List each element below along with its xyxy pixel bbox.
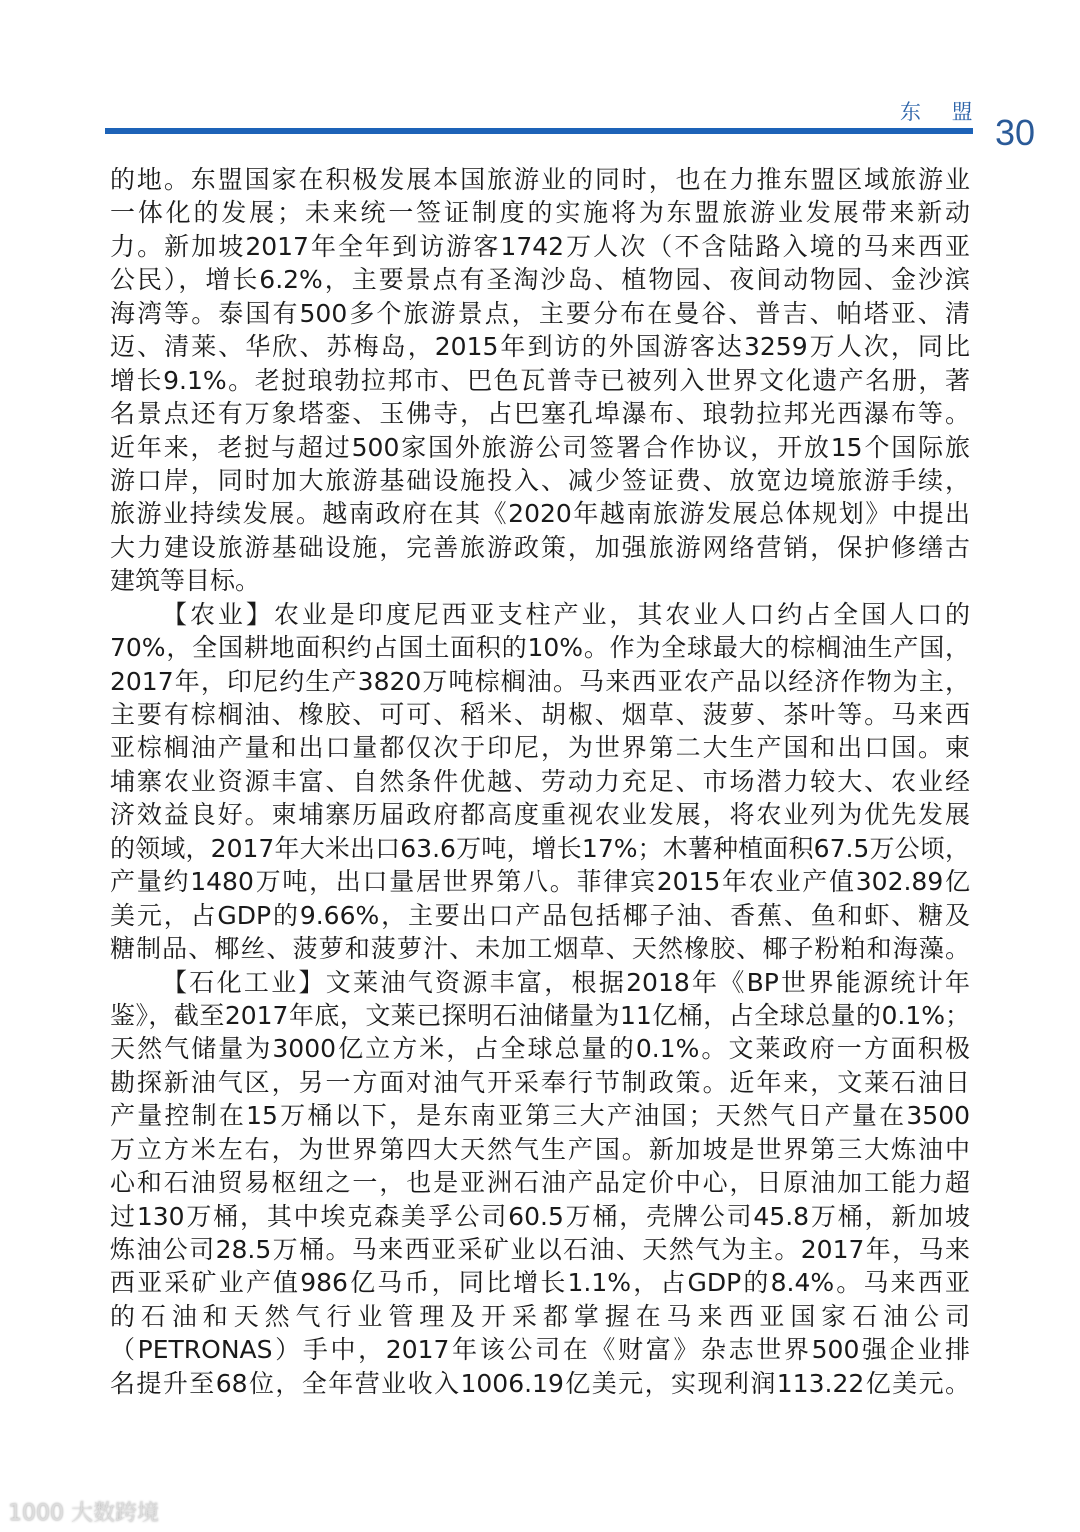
text-line: 主要有棕榈油、橡胶、可可、稻米、胡椒、烟草、菠萝、茶叶等。马来西 bbox=[110, 700, 970, 729]
section-title: 东 盟 bbox=[900, 100, 985, 124]
text-line: 一体化的发展；未来统一签证制度的实施将为东盟旅游业发展带来新动 bbox=[110, 198, 970, 228]
text-line: 的石油和天然气行业管理及开采都掌握在马来西亚国家石油公司 bbox=[110, 1301, 970, 1331]
text-line: 产量控制在15万桶以下，是东南亚第三大产油国；天然气日产量在3500 bbox=[110, 1101, 970, 1131]
text-line: 心和石油贸易枢纽之一，也是亚洲石油产品定价中心，日原油加工能力超 bbox=[110, 1168, 970, 1198]
text-line: 迈、清莱、华欣、苏梅岛，2015年到访的外国游客达3259万人次，同比 bbox=[110, 332, 970, 362]
text-line: 的领域，2017年大米出口63.6万吨，增长17%；木薯种植面积67.5万公顷， bbox=[110, 833, 970, 863]
text-line: 旅游业持续发展。越南政府在其《2020年越南旅游发展总体规划》中提出 bbox=[110, 499, 970, 529]
text-line: 炼油公司28.5万桶。马来西亚采矿业以石油、天然气为主。2017年，马来 bbox=[110, 1235, 970, 1264]
body-text bbox=[110, 163, 970, 1400]
text-line: （PETRONAS）手中，2017年该公司在《财富》杂志世界500强企业排 bbox=[110, 1335, 970, 1365]
watermark-logo: 1000 大数跨境 bbox=[8, 1501, 159, 1526]
header-rule bbox=[105, 128, 973, 134]
text-line: 济效益良好。柬埔寨历届政府都高度重视农业发展，将农业列为优先发展 bbox=[110, 800, 970, 830]
text-line: 大力建设旅游基础设施，完善旅游政策，加强旅游网络营销，保护修缮古 bbox=[110, 532, 970, 562]
text-line: 万立方米左右，为世界第四大天然气生产国。新加坡是世界第三大炼油中 bbox=[110, 1134, 970, 1164]
page-number: 30 bbox=[995, 112, 1036, 153]
text-line: 70%，全国耕地面积约占国土面积的10%。作为全球最大的棕榈油生产国， bbox=[110, 633, 970, 663]
text-line: 西亚采矿业产值986亿马币，同比增长1.1%，占GDP的8.4%。马来西亚 bbox=[110, 1268, 970, 1298]
text-line: 力。新加坡2017年全年到访游客1742万人次（不含陆路入境的马来西亚 bbox=[110, 231, 970, 261]
text-line: 增长9.1%。老挝琅勃拉邦市、巴色瓦普寺已被列入世界文化遗产名册，著 bbox=[110, 365, 970, 395]
text-line: 美元，占GDP的9.66%，主要出口产品包括椰子油、香蕉、鱼和虾、糖及 bbox=[110, 900, 970, 930]
text-line: 建筑等目标。 bbox=[110, 566, 261, 596]
text-line: 公民），增长6.2%，主要景点有圣淘沙岛、植物园、夜间动物园、金沙滨 bbox=[110, 265, 970, 295]
text-line: 的地。东盟国家在积极发展本国旅游业的同时，也在力推东盟区域旅游业 bbox=[110, 165, 970, 194]
text-line: 海湾等。泰国有500多个旅游景点，主要分布在曼谷、普吉、帕塔亚、清 bbox=[110, 298, 970, 328]
text-line: 【农业】农业是印度尼西亚支柱产业，其农业人口约占全国人口的 bbox=[162, 599, 970, 629]
text-line: 糖制品、椰丝、菠萝和菠萝汁、未加工烟草、天然橡胶、椰子粉粕和海藻。 bbox=[110, 934, 970, 964]
text-line: 鉴》，截至2017年底，文莱已探明石油储量为11亿桶，占全球总量的0.1%； bbox=[110, 1000, 970, 1030]
text-line: 过130万桶，其中埃克森美孚公司60.5万桶，壳牌公司45.8万桶，新加坡 bbox=[110, 1201, 970, 1231]
text-line: 近年来，老挝与超过500家国外旅游公司签署合作协议，开放15个国际旅 bbox=[110, 432, 970, 462]
text-line: 【石化工业】文莱油气资源丰富，根据2018年《BP世界能源统计年 bbox=[162, 967, 970, 997]
text-line: 天然气储量为3000亿立方米，占全球总量的0.1%。文莱政府一方面积极 bbox=[110, 1034, 970, 1064]
text-line: 亚棕榈油产量和出口量都仅次于印尼，为世界第二大生产国和出口国。柬 bbox=[110, 733, 970, 763]
text-line: 产量约1480万吨，出口量居世界第八。菲律宾2015年农业产值302.89亿 bbox=[110, 867, 970, 897]
text-line: 游口岸，同时加大旅游基础设施投入、减少签证费、放宽边境旅游手续， bbox=[110, 465, 970, 495]
text-line: 勘探新油气区，另一方面对油气开采奉行节制政策。近年来，文莱石油日 bbox=[110, 1067, 970, 1097]
text-line: 埔寨农业资源丰富、自然条件优越、劳动力充足、市场潜力较大、农业经 bbox=[110, 766, 970, 796]
text-line: 2017年，印尼约生产3820万吨棕榈油。马来西亚农产品以经济作物为主， bbox=[110, 666, 970, 696]
text-line: 名提升至68位，全年营业收入1006.19亿美元，实现利润113.22亿美元。 bbox=[110, 1368, 970, 1398]
text-line: 名景点还有万象塔銮、玉佛寺，占巴塞孔埠瀑布、琅勃拉邦光西瀑布等。 bbox=[110, 399, 970, 429]
